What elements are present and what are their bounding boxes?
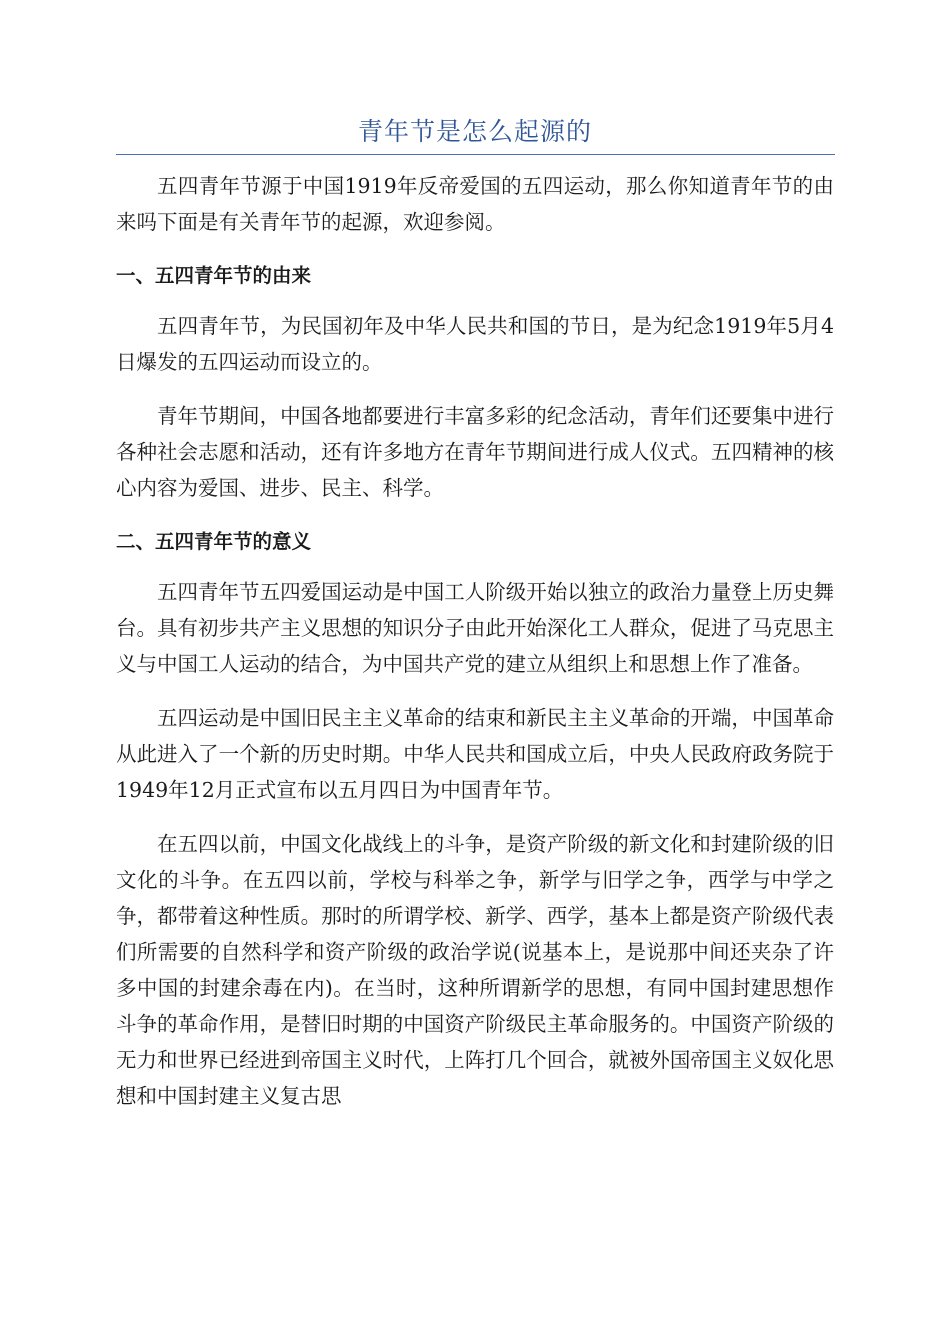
title-underline (116, 154, 835, 155)
section-heading-origin: 一、五四青年节的由来 (116, 264, 312, 287)
document-title: 青年节是怎么起源的 (357, 117, 592, 146)
paragraph: 五四运动是中国旧民主主义革命的结束和新民主主义革命的开端，中国革命从此进入了一个新的历史时期。中华人民共和国成立后，中央人民政府政务院于1949年12月正式宣布以五月四日为中国青年节。 (116, 706, 834, 802)
section-heading-significance: 二、五四青年节的意义 (116, 530, 312, 553)
paragraph: 在五四以前，中国文化战线上的斗争，是资产阶级的新文化和封建阶级的旧文化的斗争。在五四以前，学校与科举之争，新学与旧学之争，西学与中学之争，都带着这种性质。那时的所谓学校、新学、西学，基本上都是资产阶级代表们所需要的自然科学和资产阶级的政治学说(说基本上，是说那中间还夹杂了许多中国的封建余毒在内)。在当时，这种所谓新学的思想，有同中国封建思想作斗争的革命作用，是替旧时期的中国资产阶级民主革命服务的。中国资产阶级的无力和世界已经进到帝国主义时代，上阵打几个回合，就被外国帝国主义奴化思想和中国封建主义复古思 (116, 832, 834, 1108)
paragraph: 青年节期间，中国各地都要进行丰富多彩的纪念活动，青年们还要集中进行各种社会志愿和活动，还有许多地方在青年节期间进行成人仪式。五四精神的核心内容为爱国、进步、民主、科学。 (116, 404, 834, 500)
paragraph: 五四青年节，为民国初年及中华人民共和国的节日，是为纪念1919年5月4日爆发的五四运动而设立的。 (116, 314, 834, 374)
document-body (116, 168, 834, 1132)
paragraph: 五四青年节五四爱国运动是中国工人阶级开始以独立的政治力量登上历史舞台。具有初步共产主义思想的知识分子由此开始深化工人群众，促进了马克思主义与中国工人运动的结合，为中国共产党的建立从组织上和思想上作了准备。 (116, 580, 834, 676)
intro-paragraph: 五四青年节源于中国1919年反帝爱国的五四运动，那么你知道青年节的由来吗下面是有关青年节的起源，欢迎参阅。 (116, 174, 834, 234)
